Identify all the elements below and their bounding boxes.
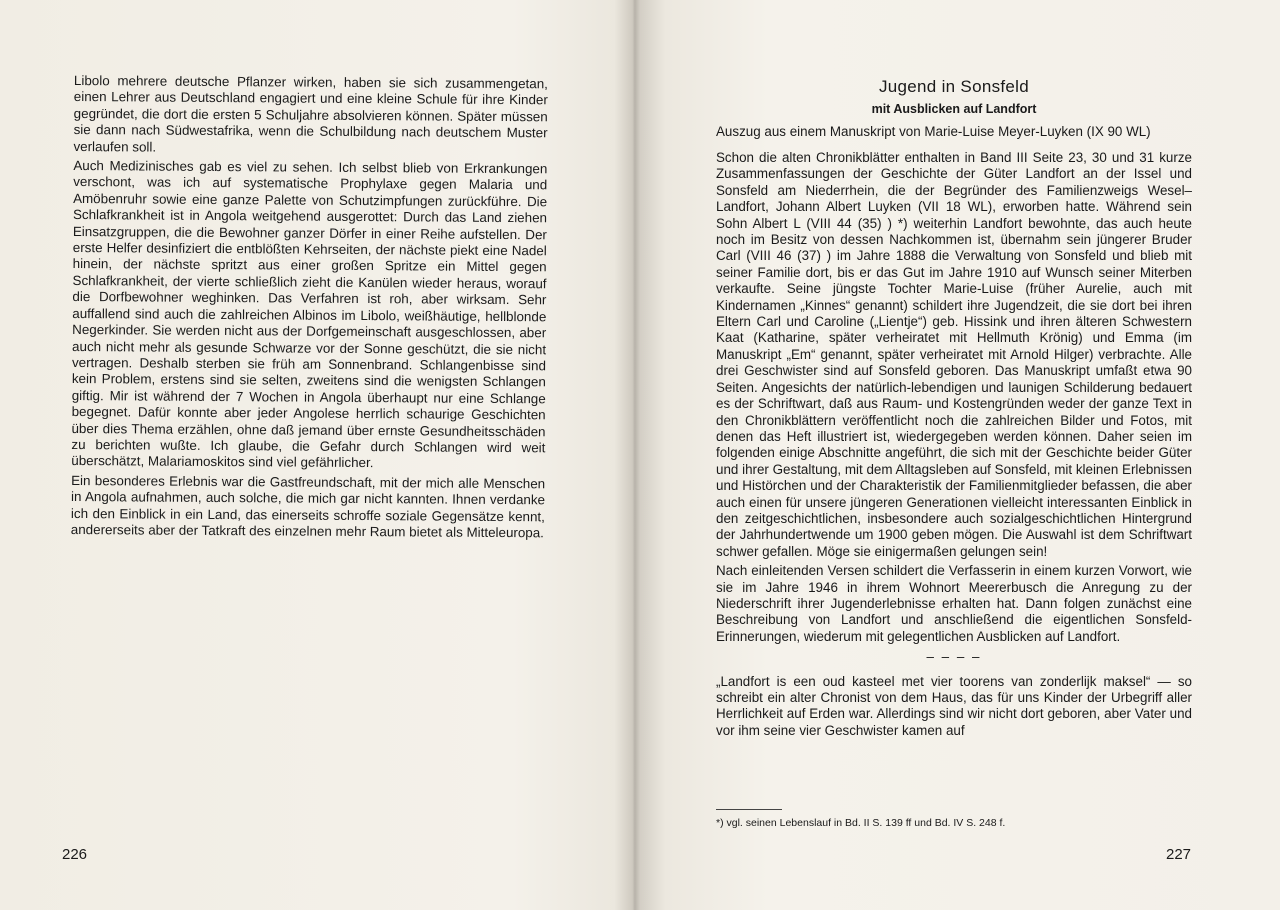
right-page-number: 227 <box>1166 846 1192 863</box>
chapter-intro: Auszug aus einem Manuskript von Marie-Luise Meyer-Luyken (IX 90 WL) <box>716 124 1151 139</box>
right-paragraph-1: Schon die alten Chronikblätter enthalten in Band III Seite 23, 30 und 31 kurze Zusammenfassungen der Geschichte der Güter Landfort an der Issel und Sonsfeld am Niederrhein, die der Begründer des Familienzweigs Wesel–Landfort, Johann Albert Luyken (VII 18 WL), erworben hatte. Während sein Sohn Albert L (VIII 44 (35) ) *) weiterhin Landfort bewohnte, das auch heute noch im Besitz von dessen Nachkommen ist, übernahm sein jüngerer Bruder Carl (VIII 46 (37) ) im Jahre 1888 die Verwaltung von Sonsfeld und blieb mit seiner Familie dort, bis er das Gut im Jahre 1910 auf Wunsch seiner Miterben verkaufte. Seine jüngste Tochter Marie-Luise (früher Aurelie, auch mit Kindernamen „Kinnes“ genannt) schildert ihre Jugendzeit, die sie dort bei ihren Eltern Carl und Caroline („Lientje“) geb. Hissink und ihren älteren Schwestern Kaat (Katharine, später verheiratet mit Hellmuth Krönig) und Emma (im Manuskript „Em“ genannt, später verheiratet mit Arnold Hilger) verbrachte. Alle drei Geschwister sind auf Sonsfeld geboren. Das Manuskript umfaßt etwa 90 Seiten. Angesichts der natürlich-lebendigen und launigen Schilderung bedauert es der Schriftwart, daß aus Raum- und Kostengründen weder der ganze Text in den Chronikblättern veröffentlicht noch die zahlreichen Bilder und Fotos, mit denen das Heft illustriert ist, wiedergegeben werden können. Daher seien im folgenden einige Abschnitte angeführt, die sich mit der Geschichte beider Güter und ihrer Gestaltung, mit dem Alltagsleben auf Sonsfeld, mit kleinen Erlebnissen und Histörchen und der Charakteristik der Familienmitglieder befassen, die aber auch einen für unsere jüngeren Generationen vielleicht interessanten Einblick in den zeitgeschichtlichen, insbesondere auch sozialgeschichtlichen Hintergrund der Jahrhundertwende um 1900 geben mögen. Die Auswahl ist dem Schriftwart schwer gefallen. Möge sie einigermaßen gelungen sein! <box>716 150 1192 559</box>
left-page-number: 226 <box>62 846 88 863</box>
footnote: *) vgl. seinen Lebenslauf in Bd. II S. 139 ff und Bd. IV S. 248 f. <box>716 817 1006 829</box>
chapter-subtitle: mit Ausblicken auf Landfort <box>871 102 1037 116</box>
right-closing-paragraph: „Landfort is een oud kasteel met vier toorens van zonderlijk maksel“ — so schreibt ein alter Chronist von dem Haus, das für uns Kinder der Urbegriff aller Herrlichkeit auf Erden war. Allerdings sind wir nicht dort geboren, aber Vater und vor ihm seine vier Geschwister kamen auf <box>716 673 1192 738</box>
footnote-rule <box>716 809 782 810</box>
left-paragraph-1: Libolo mehrere deutsche Pflanzer wirken, haben sie sich zusammengetan, einen Lehrer aus Deutschland engagiert und eine kleine Schule für ihre Kinder gegründet, die dort die ersten 5 Schuljahre absolvieren können. Später müssen sie dann nach Südwestafrika, wenn die Schulbildung nach deutschem Muster verlaufen soll. <box>73 73 548 155</box>
left-page-text <box>71 73 548 545</box>
left-page <box>0 0 632 910</box>
chapter-title: Jugend in Sonsfeld <box>878 77 1029 96</box>
right-page <box>648 0 1280 910</box>
section-separator: – – – – <box>926 649 982 665</box>
right-page-text <box>716 150 1192 742</box>
right-paragraph-2: Nach einleitenden Versen schildert die Verfasserin in einem kurzen Vorwort, wie sie im Jahre 1946 in ihrem Wohnort Meererbusch die Anregung zu der Niederschrift ihrer Jugenderlebnisse erhalten hat. Dann folgen zunächst eine Beschreibung von Landfort und anschließend die eigentlichen Sonsfeld-Erinnerungen, wiederum mit gelegentlichen Ausblicken auf Landfort. <box>716 563 1192 644</box>
left-paragraph-3: Ein besonderes Erlebnis war die Gastfreundschaft, mit der mich alle Menschen in Angola aufnahmen, auch solche, die mich gar nicht kannten. Ihnen verdanke ich den Einblick in ein Land, das einerseits schroffe soziale Gegensätze kennt, andererseits aber der Tatkraft des einzelnen mehr Raum bietet als Mitteleuropa. <box>70 472 546 541</box>
left-paragraph-2: Auch Medizinisches gab es viel zu sehen. Ich selbst blieb von Erkrankungen verschont, was ich auf systematische Prophylaxe gegen Malaria und Amöbenruhr sowie eine ganze Palette von Schutzimpfungen zurückführe. Die Schlafkrankheit ist in Angola weitgehend ausgerottet: Durch das Land ziehen Einsatzgruppen, die die Bewohner ganzer Dörfer in einer Reihe aufstellen. Der erste Helfer desinfiziert die entblößten Kehrseiten, der nächste piekt eine Nadel hinein, der nächste spritzt aus einer großen Spritze ein Mittel gegen Schlafkrankheit, der vierte schließlich zieht die Kanülen wieder heraus, worauf die Dorfbewohner weghinken. Das Verfahren ist roh, aber wirksam. Sehr auffallend sind auch die zahlreichen Albinos im Libolo, weißhäutige, hellblonde Negerkinder. Sie werden nicht aus der Dorfgemeinschaft ausgeschlossen, aber auch nicht mehr als gesunde Schwarze vor der Sonne geschützt, die sie nicht vertragen. Deshalb sterben sie früh am Sonnenbrand. Schlangenbisse sind kein Problem, erstens sind sie selten, zweitens sind die wenigsten Schlangen giftig. Mir ist während der 7 Wochen in Angola überhaupt nur eine Schlange begegnet. Dafür konnte aber jeder Angolese herrlich schaurige Geschichten über dies Thema erzählen, ohne daß jemand über ernste Gesundheitsschäden zu berichten wußte. Ich glaube, die Gefahr durch Schlangen wird weit überschätzt, Malariamoskitos sind viel gefährlicher. <box>71 158 548 471</box>
